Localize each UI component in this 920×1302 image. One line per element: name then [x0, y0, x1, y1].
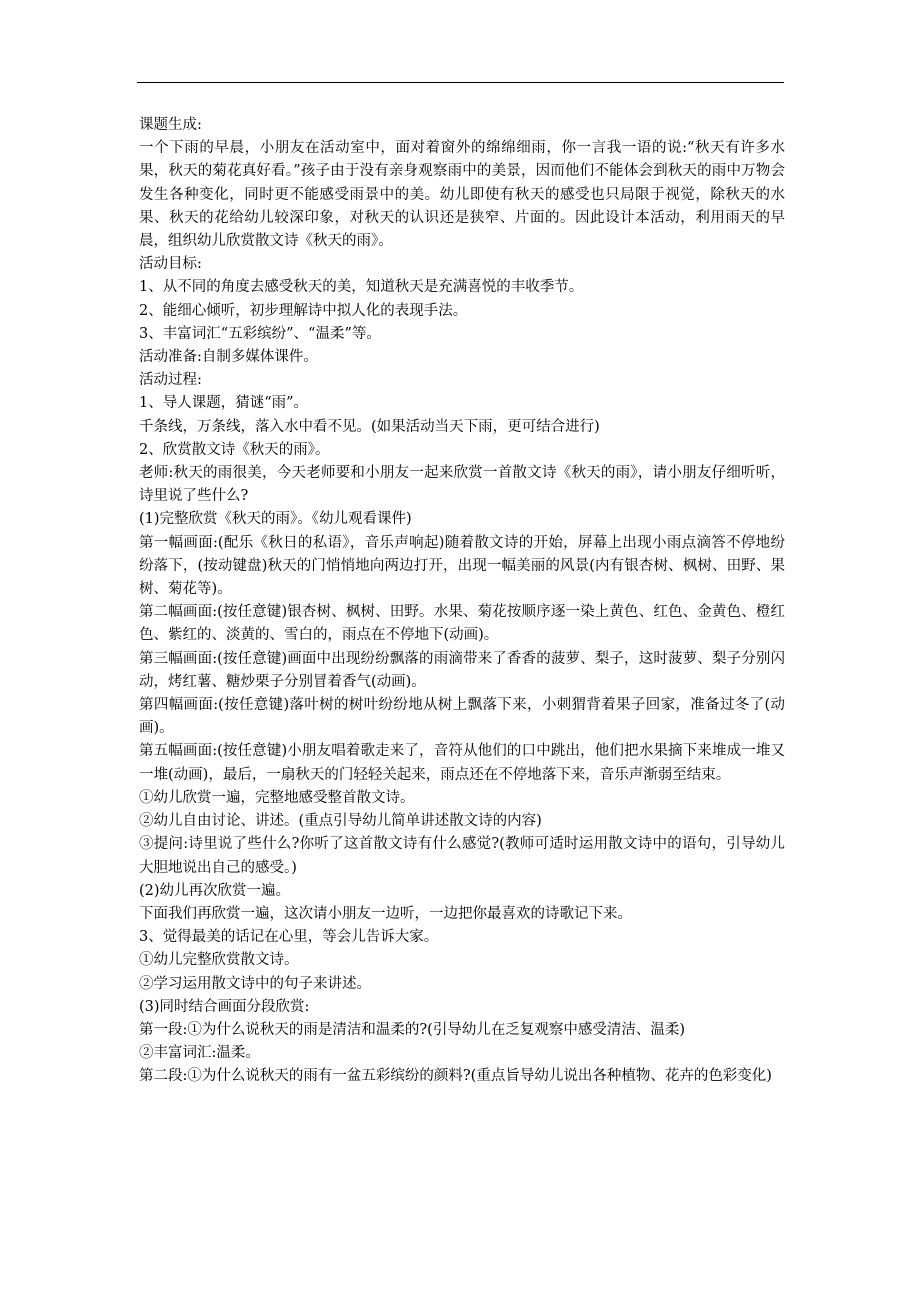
process-substep: (2)幼儿再次欣赏一遍。: [139, 882, 291, 899]
scene-description: 第五幅画面:(按任意键)小朋友唱着歌走来了，音符从他们的口中跳出，他们把水果摘下来堆成一堆又一堆(动画)，最后，一扇秋天的门轻轻关起来，雨点还在不停地落下来，音乐声渐弱至结束。: [139, 743, 785, 783]
process-text: 老师:秋天的雨很美，今天老师要和小朋友一起来欣赏一首散文诗《秋天的雨》，请小朋友仔细听听，诗里说了些什么?: [139, 465, 785, 505]
process-step: 2、欣赏散文诗《秋天的雨》。: [139, 441, 330, 458]
scene-description: 第一幅画面:(配乐《秋日的私语》，音乐声响起)随着散文诗的开始，屏幕上出现小雨点滴答不停地纷纷落下，(按动键盘)秋天的门悄悄地向两边打开，出现一幅美丽的风景(内有银杏树、枫树、田野、果树、菊花等)。: [139, 534, 785, 598]
process-step: 1、导人课题，猜谜“雨”。: [139, 395, 309, 412]
scene-description: 第三幅画面:(按任意键)画面中出现纷纷飘落的雨滴带来了香香的菠萝、梨子，这时菠萝、梨子分别闪动，烤红薯、糖炒栗子分别冒着香气(动画)。: [139, 650, 785, 690]
paragraph-background: 一个下雨的早晨，小朋友在活动室中，面对着窗外的绵绵细雨，你一言我一语的说:“秋天有许多水果，秋天的菊花真好看。”孩子由于没有亲身观察雨中的美景，因而他们不能体会到秋天的雨中万物会发生各种变化，同时更不能感受雨景中的美。幼儿即使有秋天的感受也只局限于视觉，除秋天的水果、秋天的花给幼儿较深印象，对秋天的认识还是狭窄、片面的。因此设计本活动，利用雨天的早晨，组织幼儿欣赏散文诗《秋天的雨》。: [139, 140, 785, 250]
process-text: ①幼儿完整欣赏散文诗。: [139, 952, 299, 969]
process-text: ②学习运用散文诗中的句子来讲述。: [139, 975, 371, 992]
process-substep: (1)完整欣赏《秋天的雨》。《幼儿观看课件): [139, 511, 412, 528]
section-text: ②丰富词汇:温柔。: [139, 1045, 260, 1062]
process-text: 千条线，万条线，落入水中看不见。(如果活动当天下雨，更可结合进行): [139, 418, 600, 435]
heading-topic-generation: 课题生成:: [139, 117, 202, 133]
section-text: 第二段:①为什么说秋天的雨有一盆五彩缤纷的颜料?(重点旨导幼儿说出各种植物、花卉的色彩变化): [139, 1068, 772, 1085]
heading-activity-goals: 活动目标:: [139, 256, 202, 273]
process-text: ①幼儿欣赏一遍，完整地感受整首散文诗。: [139, 789, 415, 806]
process-text: ③提问:诗里说了些什么?你听了这首散文诗有什么感觉?(教师可适时运用散文诗中的语句，引导幼儿大胆地说出自己的感受。): [139, 836, 785, 876]
goal-item: 3、丰富词汇“五彩缤纷”、“温柔”等。: [139, 325, 381, 342]
scene-description: 第四幅画面:(按任意键)落叶树的树叶纷纷地从树上飘落下来，小刺猬背着果子回家，准备过冬了(动画)。: [139, 697, 785, 737]
process-step: 3、觉得最美的话记在心里，等会儿告诉大家。: [139, 929, 439, 946]
goal-item: 1、从不同的角度去感受秋天的美，知道秋天是充满喜悦的丰收季节。: [139, 279, 584, 296]
activity-preparation: 活动准备:自制多媒体课件。: [139, 349, 318, 366]
process-substep: (3)同时结合画面分段欣赏:: [139, 998, 310, 1015]
process-text: 下面我们再欣赏一遍，这次请小朋友一边听，一边把你最喜欢的诗歌记下来。: [139, 905, 632, 922]
scene-description: 第二幅画面:(按任意键)银杏树、枫树、田野。水果、菊花按顺序逐一染上黄色、红色、金黄色、橙红色、紫红的、淡黄的、雪白的，雨点在不停地下(动画)。: [139, 604, 785, 644]
heading-activity-process: 活动过程:: [139, 372, 202, 389]
section-text: 第一段:①为什么说秋天的雨是清洁和温柔的?(引导幼儿在乏复观察中感受清洁、温柔): [139, 1021, 685, 1038]
process-text: ②幼儿自由讨论、讲述。(重点引导幼儿简单讲述散文诗的内容): [139, 813, 542, 830]
header-rule: [137, 82, 784, 83]
document-body: [139, 114, 785, 1089]
goal-item: 2、能细心倾听，初步理解诗中拟人化的表现手法。: [139, 302, 468, 319]
